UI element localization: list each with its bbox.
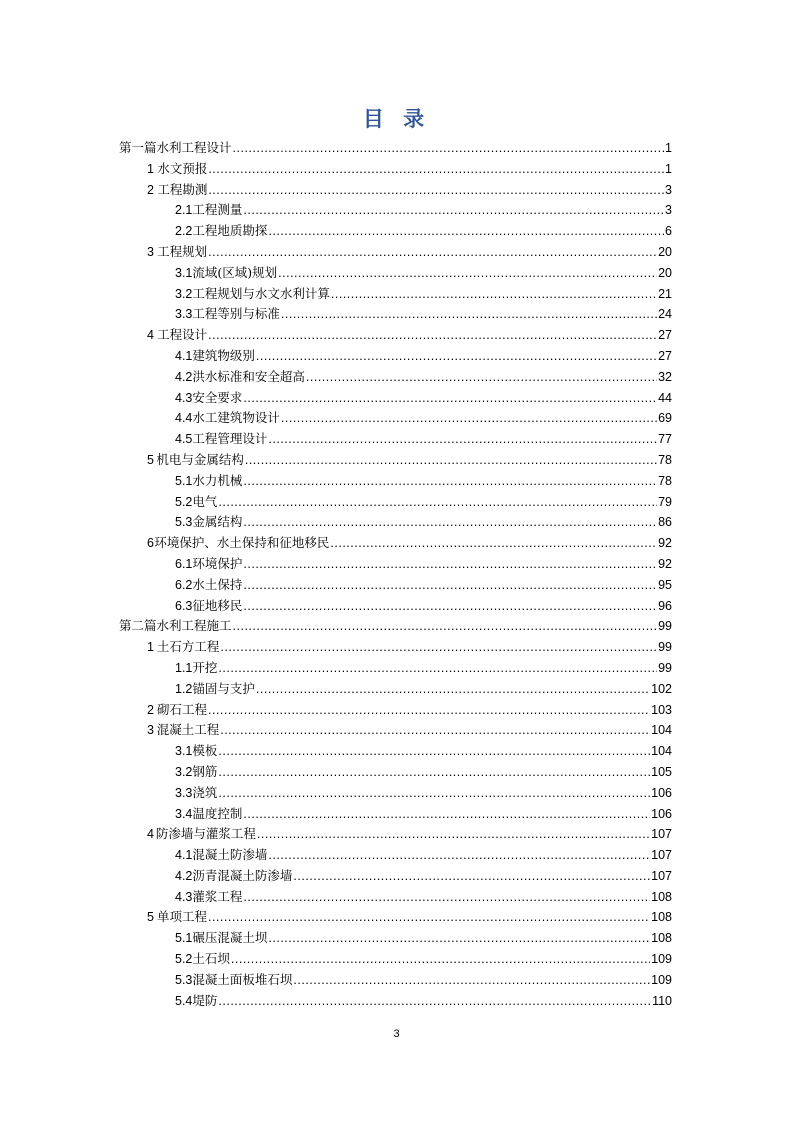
- dot-leader: [330, 533, 657, 554]
- toc-entry-number: 3.3: [175, 785, 193, 800]
- toc-entry[interactable]: [119, 242, 672, 263]
- dot-leader: [243, 200, 664, 221]
- dot-leader: [268, 928, 650, 949]
- dot-leader: [220, 720, 650, 741]
- toc-entry-label: 土石坝: [192, 951, 230, 967]
- toc-entry-number: 6.1: [175, 556, 193, 571]
- toc-entry-page: 21: [658, 286, 672, 301]
- dot-leader: [281, 408, 657, 429]
- toc-entry[interactable]: [119, 991, 672, 1012]
- toc-entry-label: 工程管理设计: [192, 431, 268, 447]
- toc-entry-label: 工程设计: [157, 327, 208, 343]
- toc-entry-label: 混凝土面板堆石坝: [192, 971, 293, 987]
- toc-entry-number: 2.2: [175, 224, 193, 239]
- toc-entry-number: 4.5: [175, 432, 193, 447]
- toc-entry-label: 机电与金属结构: [156, 451, 244, 467]
- toc-entry-page: 106: [651, 806, 672, 821]
- dot-leader: [293, 866, 650, 887]
- toc-entry-label: 安全要求: [192, 389, 243, 405]
- toc-entry-page: 86: [658, 515, 672, 530]
- toc-entry-label: 温度控制: [192, 805, 243, 821]
- toc-entry-label: 工程勘测: [157, 181, 208, 197]
- toc-entry[interactable]: [119, 492, 672, 513]
- toc-entry[interactable]: [119, 596, 672, 617]
- toc-entry[interactable]: [119, 367, 672, 388]
- dot-leader: [281, 304, 657, 325]
- toc-entry[interactable]: [119, 658, 672, 679]
- toc-entry[interactable]: [119, 325, 672, 346]
- toc-entry-number: 5.4: [175, 993, 193, 1008]
- toc-entry-page: 6: [665, 224, 672, 239]
- toc-entry-number: 4.3: [175, 390, 193, 405]
- toc-entry-label: 建筑物级别: [192, 347, 255, 363]
- toc-entry-number: 1: [147, 640, 154, 655]
- toc-entry-page: 1: [665, 161, 672, 176]
- toc-entry[interactable]: [119, 949, 672, 970]
- toc-entry[interactable]: [119, 928, 672, 949]
- toc-entry-page: 78: [658, 473, 672, 488]
- dot-leader: [306, 367, 657, 388]
- toc-entry-number: 5.3: [175, 972, 193, 987]
- dot-leader: [268, 845, 650, 866]
- toc-entry-number: 5.1: [175, 473, 193, 488]
- toc-entry-number: 1.1: [175, 660, 193, 675]
- toc-entry-label: 模板: [192, 743, 218, 759]
- toc-entry-label: 防渗墙与灌浆工程: [155, 826, 256, 842]
- toc-entry-page: 103: [651, 702, 672, 717]
- dot-leader: [218, 492, 657, 513]
- toc-entry-page: 20: [658, 244, 672, 259]
- toc-entry-page: 109: [651, 972, 672, 987]
- dot-leader: [243, 887, 650, 908]
- dot-leader: [256, 346, 657, 367]
- toc-entry-page: 107: [651, 848, 672, 863]
- toc-entry-number: 3.3: [175, 307, 193, 322]
- toc-entry[interactable]: [119, 180, 672, 201]
- dot-leader: [245, 450, 657, 471]
- toc-entry-page: 1: [665, 141, 672, 155]
- toc-entry-number: 5: [147, 452, 154, 467]
- toc-entry[interactable]: [119, 429, 672, 450]
- dot-leader: [208, 159, 664, 180]
- toc-entry-label: 混凝土防渗墙: [192, 847, 268, 863]
- toc-entry-page: 77: [658, 432, 672, 447]
- toc-entry[interactable]: [119, 554, 672, 575]
- dot-leader: [293, 970, 650, 991]
- toc-entry[interactable]: [119, 533, 672, 554]
- toc-entry-number: 5.2: [175, 952, 193, 967]
- toc-entry-page: 96: [658, 598, 672, 613]
- dot-leader: [331, 284, 657, 305]
- dot-leader: [243, 512, 657, 533]
- toc-entry-number: 3.1: [175, 265, 193, 280]
- toc-entry[interactable]: [119, 159, 672, 180]
- toc-entry-page: 92: [658, 556, 672, 571]
- toc-entry-number: 3: [147, 723, 154, 738]
- toc-entry[interactable]: [119, 804, 672, 825]
- dot-leader: [243, 596, 657, 617]
- toc-entry-number: 6.3: [175, 598, 193, 613]
- toc-entry-label: 洪水标准和安全超高: [192, 368, 305, 384]
- toc-entry-number: 4.3: [175, 889, 193, 904]
- toc-entry-label: 水土保持: [192, 576, 243, 592]
- toc-entry[interactable]: [119, 970, 672, 991]
- toc-entry-label: 浇筑: [192, 784, 218, 800]
- toc-entry-page: 3: [665, 203, 672, 218]
- toc-entry-number: 5.1: [175, 931, 193, 946]
- toc-entry-number: 1: [147, 161, 154, 176]
- toc-entry-label: 环境保护、水土保持和征地移民: [154, 535, 330, 551]
- toc-entry-page: 99: [658, 640, 672, 655]
- toc-entry-number: 5.2: [175, 494, 193, 509]
- toc-entry-page: 69: [658, 411, 672, 426]
- toc-title: 目 录: [362, 107, 431, 131]
- toc-entry-label: 水工建筑物设计: [192, 410, 280, 426]
- dot-leader: [268, 221, 664, 242]
- toc-entry-number: 3.2: [175, 286, 193, 301]
- toc-entry-number: 4.4: [175, 411, 193, 426]
- toc-entry-page: 24: [658, 307, 672, 322]
- toc-entry-number: 4.1: [175, 848, 193, 863]
- toc-entry[interactable]: [119, 783, 672, 804]
- toc-entry-page: 27: [658, 348, 672, 363]
- toc-entry[interactable]: [119, 907, 672, 928]
- dot-leader: [220, 637, 657, 658]
- toc-entry-number: 4.2: [175, 868, 193, 883]
- toc-entry[interactable]: [119, 700, 672, 721]
- dot-leader: [208, 325, 657, 346]
- toc-entry-label: 工程地质勘探: [192, 223, 268, 239]
- toc-entry[interactable]: [119, 824, 672, 845]
- toc-entry-number: 3: [147, 244, 154, 259]
- toc-entry-number: 2: [147, 182, 154, 197]
- toc-entry[interactable]: [119, 346, 672, 367]
- toc-entry-number: 第二篇: [119, 618, 157, 634]
- toc-entry-page: 99: [658, 660, 672, 675]
- toc-entry-label: 混凝土工程: [156, 722, 220, 738]
- toc-entry-label: 征地移民: [192, 597, 243, 613]
- toc-entry-number: 3.2: [175, 764, 193, 779]
- toc-entry-page: 92: [658, 536, 672, 551]
- toc-entry-page: 104: [651, 723, 672, 738]
- dot-leader: [218, 783, 650, 804]
- toc-entry[interactable]: [119, 845, 672, 866]
- toc-entry-label: 灌浆工程: [192, 888, 243, 904]
- dot-leader: [218, 762, 650, 783]
- toc-entry-label: 工程规划与水文水利计算: [192, 285, 330, 301]
- dot-leader: [208, 907, 650, 928]
- toc-entry[interactable]: [119, 471, 672, 492]
- toc-entry-number: 5: [147, 910, 154, 925]
- toc-entry-label: 单项工程: [157, 909, 208, 925]
- toc-entry-label: 开挖: [192, 659, 218, 675]
- toc-entry-label: 水利工程施工: [156, 618, 232, 634]
- toc-entry-page: 108: [651, 910, 672, 925]
- toc-entry-number: 4.2: [175, 369, 193, 384]
- toc-entry-page: 44: [658, 390, 672, 405]
- dot-leader: [243, 471, 657, 492]
- toc-entry-number: 第一篇: [119, 140, 157, 155]
- dot-leader: [208, 700, 650, 721]
- toc-entry[interactable]: [119, 138, 672, 159]
- table-of-contents: [119, 138, 672, 1011]
- toc-entry[interactable]: [119, 616, 672, 637]
- toc-entry-label: 沥青混凝土防渗墙: [192, 867, 293, 883]
- dot-leader: [243, 554, 657, 575]
- toc-entry-label: 金属结构: [192, 514, 243, 530]
- dot-leader: [243, 575, 657, 596]
- dot-leader: [231, 949, 650, 970]
- toc-entry-page: 104: [651, 744, 672, 759]
- toc-entry[interactable]: [119, 741, 672, 762]
- toc-entry[interactable]: [119, 304, 672, 325]
- toc-entry-label: 水文预报: [157, 160, 208, 176]
- toc-entry[interactable]: [119, 263, 672, 284]
- toc-entry-page: 79: [658, 494, 672, 509]
- toc-entry-number: 5.3: [175, 515, 193, 530]
- toc-entry[interactable]: [119, 200, 672, 221]
- toc-entry-page: 109: [651, 952, 672, 967]
- toc-entry-number: 3.1: [175, 744, 193, 759]
- dot-leader: [208, 180, 664, 201]
- toc-entry[interactable]: [119, 887, 672, 908]
- toc-entry-label: 堤防: [192, 992, 218, 1008]
- toc-entry[interactable]: [119, 450, 672, 471]
- dot-leader: [233, 616, 658, 637]
- toc-entry-page: 102: [651, 681, 672, 696]
- toc-entry[interactable]: [119, 408, 672, 429]
- toc-entry[interactable]: [119, 388, 672, 409]
- dot-leader: [208, 242, 657, 263]
- toc-entry-label: 环境保护: [192, 555, 243, 571]
- toc-entry-number: 3.4: [175, 806, 193, 821]
- toc-entry-label: 水利工程设计: [156, 140, 232, 155]
- toc-entry-page: 107: [651, 868, 672, 883]
- toc-entry-page: 107: [651, 827, 672, 842]
- toc-entry-page: 105: [651, 764, 672, 779]
- toc-entry-number: 6.2: [175, 577, 193, 592]
- toc-entry[interactable]: [119, 866, 672, 887]
- toc-entry-label: 工程等别与标准: [192, 306, 280, 322]
- toc-entry-page: 95: [658, 577, 672, 592]
- toc-entry-number: 2.1: [175, 203, 193, 218]
- toc-entry-number: 2: [147, 702, 154, 717]
- dot-leader: [243, 388, 657, 409]
- toc-entry-number: 4: [147, 328, 154, 343]
- toc-entry-label: 工程规划: [157, 243, 208, 259]
- toc-entry-number: 4: [147, 827, 154, 842]
- dot-leader: [243, 804, 650, 825]
- dot-leader: [256, 679, 650, 700]
- toc-entry-number: 1.2: [175, 681, 193, 696]
- toc-entry-label: 土石方工程: [156, 639, 220, 655]
- toc-entry-label: 钢筋: [192, 763, 218, 779]
- toc-entry[interactable]: [119, 720, 672, 741]
- dot-leader: [278, 263, 657, 284]
- toc-entry[interactable]: [119, 637, 672, 658]
- toc-entry-number: 6: [147, 536, 154, 551]
- toc-entry-label: 砌石工程: [157, 701, 208, 717]
- dot-leader: [218, 658, 657, 679]
- toc-entry-page: 110: [652, 993, 672, 1008]
- dot-leader: [268, 429, 657, 450]
- dot-leader: [218, 741, 650, 762]
- toc-entry[interactable]: [119, 512, 672, 533]
- toc-entry[interactable]: [119, 679, 672, 700]
- toc-entry-page: 20: [658, 265, 672, 280]
- toc-entry-page: 106: [651, 785, 672, 800]
- toc-entry-label: 水力机械: [192, 472, 243, 488]
- toc-entry[interactable]: [119, 575, 672, 596]
- dot-leader: [218, 991, 651, 1012]
- dot-leader: [233, 138, 665, 159]
- toc-entry-label: 电气: [192, 493, 218, 509]
- toc-entry-page: 3: [665, 182, 672, 197]
- toc-entry-page: 32: [658, 369, 672, 384]
- toc-entry-label: 工程测量: [192, 202, 243, 218]
- toc-entry-label: 锚固与支护: [192, 680, 255, 696]
- toc-entry[interactable]: [119, 762, 672, 783]
- toc-entry-page: 108: [651, 931, 672, 946]
- toc-entry-page: 99: [658, 619, 672, 634]
- dot-leader: [257, 824, 650, 845]
- toc-entry[interactable]: [119, 221, 672, 242]
- toc-entry-label: 碾压混凝土坝: [192, 930, 268, 946]
- toc-entry[interactable]: [119, 284, 672, 305]
- toc-entry-page: 27: [658, 328, 672, 343]
- toc-entry-page: 78: [658, 452, 672, 467]
- toc-entry-label: 流域(区域)规划: [192, 264, 278, 280]
- toc-entry-number: 4.1: [175, 348, 193, 363]
- page-number: 3: [393, 1028, 400, 1040]
- toc-entry-page: 108: [651, 889, 672, 904]
